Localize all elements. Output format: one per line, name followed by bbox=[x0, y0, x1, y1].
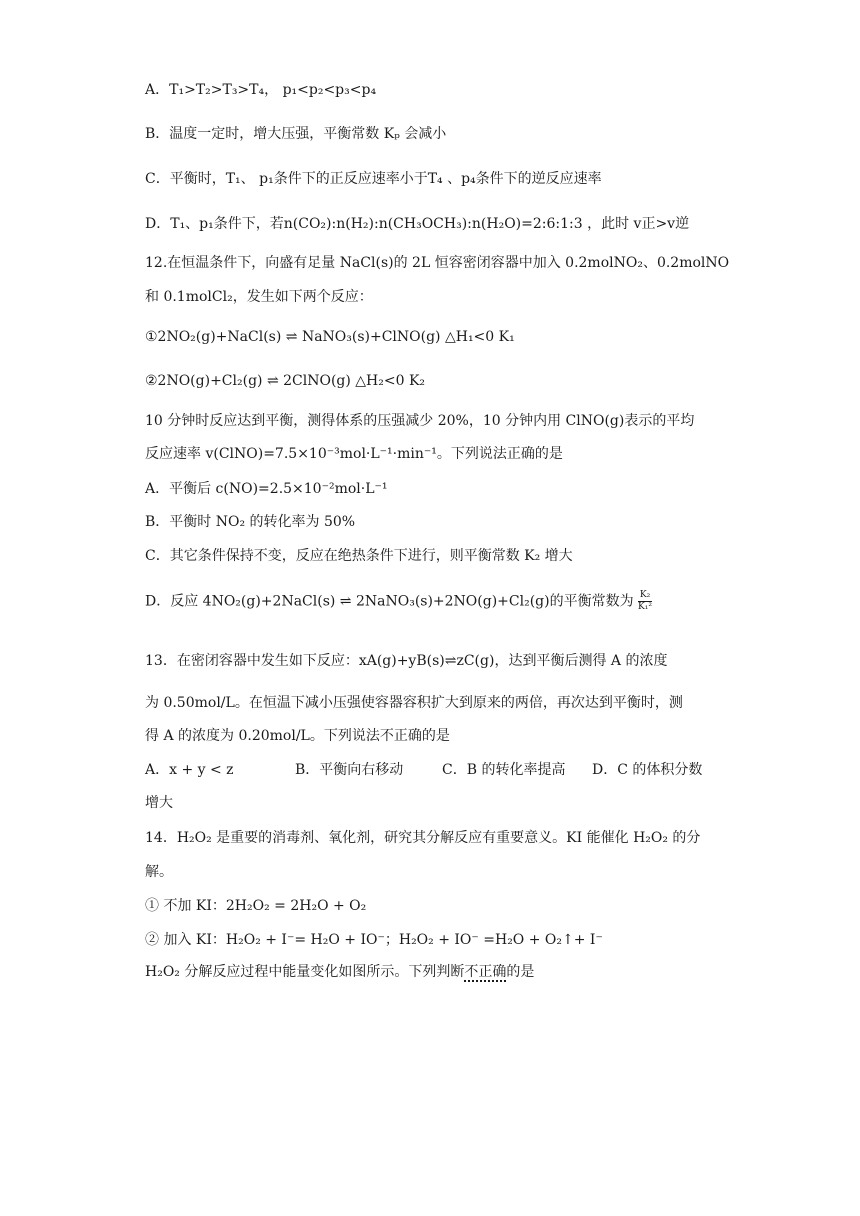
fraction-denominator: K₁² bbox=[638, 602, 652, 612]
q13-option-c: C．B 的转化率提高 bbox=[442, 762, 566, 778]
q14-item1: ① 不加 KI：2H₂O₂ = 2H₂O + O₂ bbox=[145, 898, 367, 914]
q12-stem-line2: 和 0.1molCl₂，发生如下两个反应： bbox=[145, 289, 373, 305]
q14-stem-line1: 14．H₂O₂ 是重要的消毒剂、氧化剂，研究其分解反应有重要意义。KI 能催化 H₂O₂ 的分 bbox=[145, 830, 701, 846]
q12-reaction2: ②2NO(g)+Cl₂(g) ⇌ 2ClNO(g) △H₂<0 K₂ bbox=[145, 373, 426, 389]
equilibrium-constant-fraction bbox=[638, 590, 652, 613]
q12-option-a: A．平衡后 c(NO)=2.5×10⁻²mol·L⁻¹ bbox=[145, 481, 388, 497]
q11-option-a-text: T₁>T₂>T₃>T₄， p₁<p₂<p₃<p₄ bbox=[169, 82, 377, 98]
q12-option-c: C．其它条件保持不变，反应在绝热条件下进行，则平衡常数 K₂ 增大 bbox=[145, 548, 573, 564]
q14-final-emphasis: 不正确 bbox=[464, 964, 507, 980]
q12-info-line1: 10 分钟时反应达到平衡，测得体系的压强减少 20%，10 分钟内用 ClNO(g)表示的平均 bbox=[145, 413, 695, 429]
q12-info-line2: 反应速率 v(ClNO)=7.5×10⁻³mol·L⁻¹·min⁻¹。下列说法正确的是 bbox=[145, 446, 563, 462]
q11-option-c bbox=[145, 169, 602, 189]
q14-final-line bbox=[145, 962, 534, 982]
q13-option-d: D．C 的体积分数 bbox=[592, 762, 703, 778]
q12-stem-line1: 12.在恒温条件下，向盛有足量 NaCl(s)的 2L 恒容密闭容器中加入 0.2molNO₂、0.2molNO bbox=[145, 255, 730, 271]
q14-final-suffix: 的是 bbox=[506, 964, 535, 980]
q13-stem-line3: 得 A 的浓度为 0.20mol/L。下列说法不正确的是 bbox=[145, 728, 450, 744]
fraction-numerator: K₂ bbox=[639, 590, 651, 600]
q11-option-c-label: C． bbox=[145, 171, 170, 187]
q11-option-b-label: B． bbox=[145, 126, 170, 142]
q12-option-b: B．平衡时 NO₂ 的转化率为 50% bbox=[145, 514, 356, 530]
q13-option-a: A．x + y < z bbox=[145, 762, 234, 778]
q11-option-b bbox=[145, 124, 446, 144]
q11-option-a-label: A． bbox=[145, 82, 170, 98]
q12-option-d bbox=[145, 590, 652, 613]
q12-reaction1: ①2NO₂(g)+NaCl(s) ⇌ NaNO₃(s)+ClNO(g) △H₁<0 K₁ bbox=[145, 329, 515, 345]
q14-final-prefix: H₂O₂ 分解反应过程中能量变化如图所示。下列判断 bbox=[145, 964, 465, 980]
q14-stem-line2: 解。 bbox=[145, 864, 173, 880]
q11-option-d bbox=[145, 214, 689, 234]
q11-option-c-text: 平衡时，T₁、 p₁条件下的正反应速率小于T₄ 、p₄条件下的逆反应速率 bbox=[169, 171, 602, 187]
q13-options-row bbox=[145, 760, 702, 780]
q14-item2: ② 加入 KI：H₂O₂ + I⁻= H₂O + IO⁻；H₂O₂ + IO⁻ =H₂O + O₂↑+ I⁻ bbox=[145, 932, 603, 948]
q11-option-d-text: T₁、p₁条件下，若n(CO₂):n(H₂):n(CH₃OCH₃):n(H₂O)=2:6:1:3 ，此时 v正>v逆 bbox=[170, 216, 690, 232]
q11-option-d-label: D． bbox=[145, 216, 171, 232]
q13-stem-line1: 13．在密闭容器中发生如下反应：xA(g)+yB(s)⇌zC(g)，达到平衡后测得 A 的浓度 bbox=[145, 653, 668, 669]
q11-option-a bbox=[145, 80, 376, 100]
q12-option-d-text: D．反应 4NO₂(g)+2NaCl(s) ⇌ 2NaNO₃(s)+2NO(g)+Cl₂(g)的平衡常数为 bbox=[145, 593, 634, 610]
q13-stem-line2: 为 0.50mol/L。在恒温下减小压强使容器容积扩大到原来的两倍，再次达到平衡时，测 bbox=[145, 695, 683, 711]
q13-option-b: B．平衡向右移动 bbox=[295, 762, 404, 778]
q11-option-b-text: 温度一定时，增大压强，平衡常数 Kₚ 会减小 bbox=[169, 126, 447, 142]
q13-option-d-cont: 增大 bbox=[145, 795, 173, 811]
